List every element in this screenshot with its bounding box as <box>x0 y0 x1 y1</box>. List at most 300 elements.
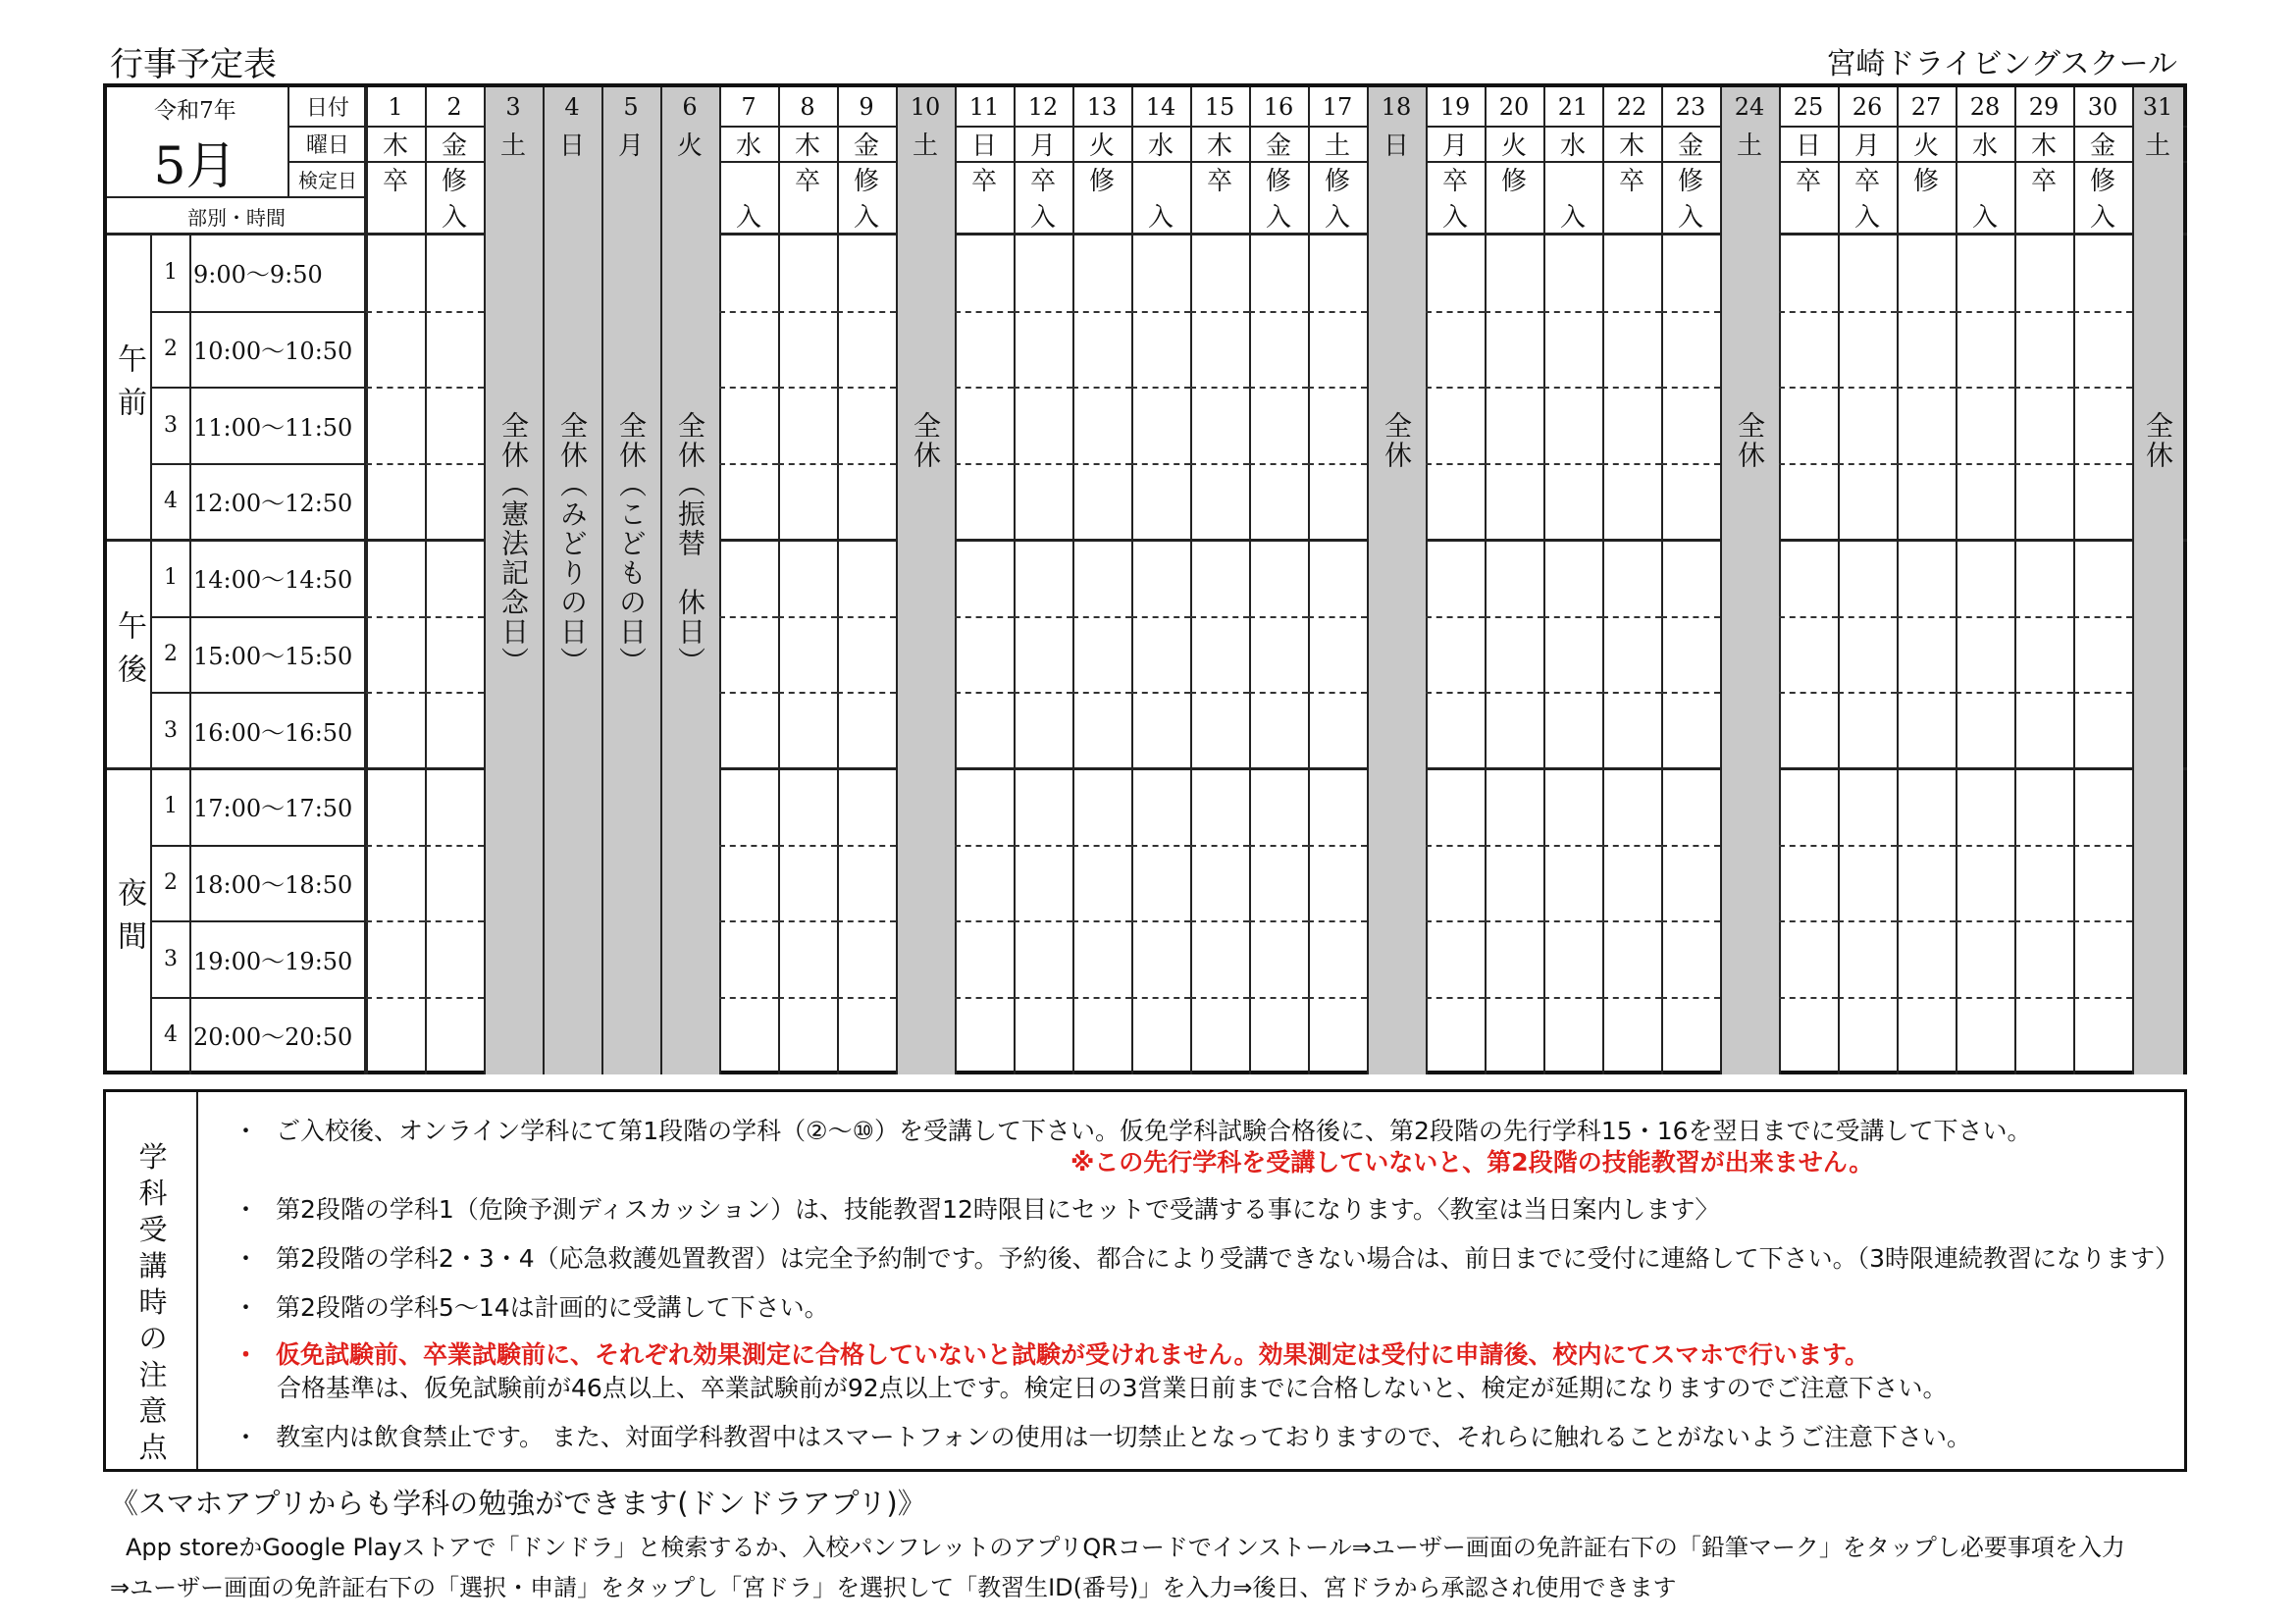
section-divider <box>1543 539 1602 542</box>
day-weekday: 土 <box>1736 131 1762 161</box>
period-divider <box>1072 311 1131 313</box>
period-divider <box>837 463 896 465</box>
section-divider <box>2014 539 2073 542</box>
section-divider <box>1014 539 1072 542</box>
section-divider <box>425 767 484 770</box>
exam-mark-1 <box>719 161 778 196</box>
period-divider <box>1485 463 1543 465</box>
exam-mark-2: 入 <box>1971 202 1998 233</box>
day-weekday: 木 <box>2030 131 2057 161</box>
exam-mark-1: 修 <box>853 166 879 196</box>
period-divider <box>1956 997 2014 999</box>
period-time: 17:00～17:50 <box>193 795 353 823</box>
exam-mark-1 <box>1367 161 1426 196</box>
period-divider <box>955 311 1014 313</box>
period-divider <box>1249 387 1308 389</box>
period-number: 3 <box>164 717 178 743</box>
day-number: 23 <box>1675 92 1706 121</box>
period-divider <box>1838 311 1897 313</box>
period-divider <box>719 311 778 313</box>
exam-mark-1 <box>1720 161 1779 196</box>
day-number: 8 <box>800 92 815 121</box>
period-divider <box>778 920 837 922</box>
period-divider <box>778 845 837 847</box>
day-number: 7 <box>741 92 757 121</box>
period-divider <box>837 845 896 847</box>
period-divider <box>1897 920 1956 922</box>
exam-mark-1: 修 <box>1324 166 1350 196</box>
divider <box>150 387 366 389</box>
note-item-5-warning <box>234 1335 1869 1371</box>
day-weekday: 木 <box>382 131 408 161</box>
period-divider <box>1426 845 1485 847</box>
period-divider <box>1131 387 1190 389</box>
section-divider <box>1779 539 1838 542</box>
period-divider <box>1602 692 1661 694</box>
period-divider <box>1543 463 1602 465</box>
period-divider <box>2014 692 2073 694</box>
period-divider <box>1543 845 1602 847</box>
exam-mark-2: 入 <box>1147 202 1174 233</box>
period-divider <box>425 692 484 694</box>
period-divider <box>1661 463 1720 465</box>
period-divider <box>2073 845 2132 847</box>
app-line-1: App storeかGoogle Playストアで「ドンドラ」と検索するか、入校パンフレットのアプリQRコードでインストール⇒ユーザー画面の免許証右下の「鉛筆マーク」をタップし必要事項を入力 <box>126 1534 2125 1561</box>
day-weekday: 月 <box>1441 131 1468 161</box>
section-divider <box>2073 539 2132 542</box>
day-number: 24 <box>1734 92 1765 121</box>
period-divider <box>1779 463 1838 465</box>
day-number: 13 <box>1086 92 1118 121</box>
period-divider <box>1131 997 1190 999</box>
period-divider <box>1897 616 1956 618</box>
note-item-2 <box>234 1190 1719 1226</box>
day-number: 29 <box>2028 92 2060 121</box>
period-divider <box>1602 616 1661 618</box>
period-divider <box>837 920 896 922</box>
period-divider <box>2073 920 2132 922</box>
period-divider <box>366 692 425 694</box>
exam-mark-1: 卒 <box>794 166 820 196</box>
day-number: 14 <box>1145 92 1176 121</box>
period-divider <box>1014 311 1072 313</box>
divider <box>287 161 366 163</box>
period-divider <box>366 920 425 922</box>
period-divider <box>1014 387 1072 389</box>
day-weekday: 木 <box>794 131 820 161</box>
divider <box>287 87 289 196</box>
exam-mark-1: 修 <box>441 166 467 196</box>
divider <box>2073 87 2075 1074</box>
period-divider <box>1661 920 1720 922</box>
day-weekday: 日 <box>1383 131 1409 161</box>
day-weekday: 木 <box>1618 131 1644 161</box>
schedule-table <box>103 83 2187 1074</box>
day-weekday: 木 <box>1206 131 1232 161</box>
period-divider <box>1014 616 1072 618</box>
holiday-note: 全休（こどもの日） <box>615 411 648 676</box>
exam-mark-1: 卒 <box>1206 166 1232 196</box>
exam-mark-2 <box>1602 197 1661 233</box>
period-divider <box>366 997 425 999</box>
period-divider <box>1072 692 1131 694</box>
period-divider <box>1485 616 1543 618</box>
period-divider <box>837 311 896 313</box>
period-divider <box>2073 692 2132 694</box>
exam-mark-2 <box>543 197 601 233</box>
day-number: 2 <box>446 92 462 121</box>
exam-mark-1 <box>896 161 955 196</box>
section-divider <box>1072 767 1131 770</box>
bullet: ・ <box>234 1117 259 1145</box>
exam-mark-2 <box>1779 197 1838 233</box>
note-text: ご入校後、オンライン学科にて第1段階の学科（②～⑩）を受講して下さい。仮免学科試験合格後に、第2段階の先行学科15・16を翌日までに受講して下さい。 <box>276 1117 2032 1145</box>
period-divider <box>2014 845 2073 847</box>
section-time-label: 部別・時間 <box>187 205 286 230</box>
period-divider <box>955 463 1014 465</box>
section-divider <box>778 767 837 770</box>
exam-mark-2 <box>1367 197 1426 233</box>
section-divider <box>1838 539 1897 542</box>
period-divider <box>2014 920 2073 922</box>
divider <box>1602 87 1604 1074</box>
divider <box>1485 87 1487 1074</box>
period-divider <box>719 387 778 389</box>
period-divider <box>1543 616 1602 618</box>
period-divider <box>1190 387 1249 389</box>
notes-box <box>103 1089 2187 1472</box>
section-divider <box>1308 767 1367 770</box>
day-weekday: 土 <box>499 131 526 161</box>
divider <box>1838 87 1840 1074</box>
period-divider <box>1426 997 1485 999</box>
app-info <box>110 1482 2125 1602</box>
period-divider <box>1249 311 1308 313</box>
period-time: 10:00～10:50 <box>193 338 353 366</box>
period-divider <box>1779 692 1838 694</box>
period-divider <box>1956 387 2014 389</box>
period-divider <box>1897 845 1956 847</box>
period-divider <box>1131 920 1190 922</box>
period-divider <box>1249 845 1308 847</box>
exam-mark-1: 修 <box>1677 166 1703 196</box>
exam-mark-1: 卒 <box>1618 166 1644 196</box>
period-time: 11:00～11:50 <box>193 413 353 442</box>
period-divider <box>1014 920 1072 922</box>
exam-mark-1: 卒 <box>970 166 997 196</box>
period-divider <box>955 387 1014 389</box>
period-divider <box>1190 692 1249 694</box>
divider <box>1308 87 1310 1074</box>
holiday-note: 全休 <box>1734 411 1766 470</box>
divider <box>1190 87 1192 1074</box>
period-divider <box>1543 692 1602 694</box>
exam-mark-1 <box>543 161 601 196</box>
period-divider <box>366 463 425 465</box>
period-divider <box>1072 387 1131 389</box>
period-divider <box>1190 997 1249 999</box>
period-divider <box>1838 920 1897 922</box>
period-divider <box>778 997 837 999</box>
period-divider <box>1426 920 1485 922</box>
exam-mark-1 <box>1956 161 2014 196</box>
period-divider <box>837 692 896 694</box>
exam-mark-1 <box>484 161 543 196</box>
exam-mark-1 <box>660 161 719 196</box>
day-weekday: 火 <box>1088 131 1115 161</box>
school-name: 宮崎ドライビングスクール <box>1826 47 2177 81</box>
exam-mark-2 <box>1485 197 1543 233</box>
day-weekday: 火 <box>1500 131 1527 161</box>
period-divider <box>425 387 484 389</box>
divider <box>955 87 957 1074</box>
period-divider <box>955 997 1014 999</box>
period-divider <box>719 845 778 847</box>
divider <box>150 997 366 999</box>
day-weekday: 金 <box>1265 131 1291 161</box>
divider <box>150 616 366 618</box>
exam-mark-2: 入 <box>1677 202 1703 233</box>
exam-mark-2 <box>366 197 425 233</box>
period-divider <box>2073 616 2132 618</box>
divider <box>1897 87 1899 1074</box>
exam-mark-2: 入 <box>735 202 761 233</box>
divider <box>366 87 368 1074</box>
period-number: 3 <box>164 412 178 438</box>
divider <box>1131 87 1133 1074</box>
day-weekday: 土 <box>912 131 938 161</box>
holiday-note: 全休（振替 休日） <box>674 411 706 676</box>
note-text: 第2段階の学科1（危険予測ディスカッション）は、技能教習12時限目にセットで受講する事になります。〈教室は当日案内します〉 <box>276 1195 1720 1224</box>
period-time: 14:00～14:50 <box>193 566 353 595</box>
day-number: 10 <box>910 92 941 121</box>
divider <box>1249 87 1251 1074</box>
day-weekday: 水 <box>1971 131 1998 161</box>
section-divider <box>1838 767 1897 770</box>
day-number: 25 <box>1793 92 1824 121</box>
day-number: 11 <box>968 92 1000 121</box>
app-line-2: ⇒ユーザー画面の免許証右下の「選択・申請」をタップし「宮ドラ」を選択して「教習生ID(番号)」を入力⇒後日、宮ドラから承認され使用できます <box>110 1574 1677 1601</box>
exam-mark-1: 卒 <box>1441 166 1468 196</box>
period-divider <box>1249 616 1308 618</box>
day-number: 20 <box>1498 92 1530 121</box>
day-number: 16 <box>1263 92 1294 121</box>
note-text: 第2段階の学科5～14は計画的に受講して下さい。 <box>276 1293 829 1322</box>
day-weekday: 水 <box>735 131 761 161</box>
exam-mark-1 <box>1131 161 1190 196</box>
exam-mark-2 <box>1897 197 1956 233</box>
period-time: 16:00～16:50 <box>193 718 353 747</box>
period-divider <box>1426 463 1485 465</box>
exam-mark-2: 入 <box>1029 202 1056 233</box>
period-divider <box>1072 920 1131 922</box>
period-divider <box>2014 997 2073 999</box>
note-item-1 <box>234 1112 2032 1147</box>
period-divider <box>1897 997 1956 999</box>
period-divider <box>1131 845 1190 847</box>
period-number: 3 <box>164 946 178 971</box>
section-divider <box>1956 539 2014 542</box>
period-divider <box>719 920 778 922</box>
period-divider <box>1897 311 1956 313</box>
divider <box>719 87 721 1074</box>
section-divider <box>1014 767 1072 770</box>
period-time: 12:00～12:50 <box>193 490 353 518</box>
section-divider <box>955 767 1014 770</box>
period-divider <box>1072 463 1131 465</box>
period-divider <box>2073 311 2132 313</box>
bullet: ・ <box>234 1195 259 1224</box>
period-divider <box>1308 920 1367 922</box>
period-divider <box>1838 387 1897 389</box>
period-divider <box>1249 463 1308 465</box>
day-number: 26 <box>1852 92 1883 121</box>
exam-mark-2 <box>896 197 955 233</box>
period-divider <box>1779 616 1838 618</box>
period-divider <box>2073 997 2132 999</box>
section-divider <box>719 767 778 770</box>
period-divider <box>719 616 778 618</box>
divider <box>150 692 366 694</box>
period-divider <box>2073 387 2132 389</box>
document-title: 行事予定表 <box>110 45 277 84</box>
period-divider <box>1956 692 2014 694</box>
day-weekday: 金 <box>2089 131 2115 161</box>
period-divider <box>1308 387 1367 389</box>
period-time: 19:00～19:50 <box>193 947 353 975</box>
divider <box>1661 87 1663 1074</box>
period-divider <box>1543 920 1602 922</box>
row-label-weekday: 曜日 <box>305 132 349 158</box>
exam-mark-1 <box>2132 161 2183 196</box>
period-divider <box>1190 463 1249 465</box>
period-divider <box>1543 387 1602 389</box>
period-divider <box>2014 463 2073 465</box>
period-divider <box>1661 387 1720 389</box>
day-number: 15 <box>1204 92 1235 121</box>
section-divider <box>1426 539 1485 542</box>
period-divider <box>778 616 837 618</box>
period-divider <box>1838 692 1897 694</box>
period-divider <box>778 692 837 694</box>
exam-mark-2 <box>778 197 837 233</box>
exam-mark-2: 入 <box>2089 202 2115 233</box>
section-divider <box>1131 767 1190 770</box>
period-divider <box>1190 920 1249 922</box>
period-divider <box>1426 311 1485 313</box>
period-divider <box>719 692 778 694</box>
exam-mark-1: 修 <box>2089 166 2115 196</box>
month-label: 5月 <box>153 136 237 196</box>
period-divider <box>1014 463 1072 465</box>
period-divider <box>425 845 484 847</box>
bullet: ・ <box>234 1423 259 1451</box>
holiday-note: 全休 <box>910 411 942 470</box>
period-divider <box>1779 920 1838 922</box>
section-divider <box>1131 539 1190 542</box>
day-number: 19 <box>1439 92 1471 121</box>
period-number: 4 <box>164 1022 178 1048</box>
holiday-note: 全休（憲法記念日） <box>497 411 530 676</box>
period-number: 2 <box>164 869 178 895</box>
day-weekday: 火 <box>676 131 703 161</box>
period-divider <box>1308 616 1367 618</box>
exam-mark-1: 卒 <box>1795 166 1821 196</box>
notes-label: 学科受講時の注意点 <box>138 1140 168 1464</box>
period-divider <box>1426 387 1485 389</box>
day-number: 31 <box>2142 92 2173 121</box>
period-divider <box>719 997 778 999</box>
period-divider <box>1072 845 1131 847</box>
divider <box>150 311 366 313</box>
period-divider <box>1308 845 1367 847</box>
exam-mark-2: 入 <box>1441 202 1468 233</box>
section-divider <box>366 539 425 542</box>
period-divider <box>1249 692 1308 694</box>
period-divider <box>1661 997 1720 999</box>
period-divider <box>2014 616 2073 618</box>
section-divider <box>1190 539 1249 542</box>
day-number: 5 <box>623 92 639 121</box>
section-divider <box>1485 539 1543 542</box>
day-number: 18 <box>1381 92 1412 121</box>
period-divider <box>1485 311 1543 313</box>
divider <box>837 87 839 1074</box>
period-divider <box>1485 845 1543 847</box>
period-divider <box>1956 311 2014 313</box>
section-divider <box>1897 767 1956 770</box>
section-label: 夜間 <box>112 877 146 965</box>
section-divider <box>778 539 837 542</box>
period-divider <box>837 616 896 618</box>
divider <box>1072 87 1074 1074</box>
divider <box>1779 87 1781 1074</box>
note-item-1-warning: ※この先行学科を受講していないと、第2段階の技能教習が出来ません。 <box>1070 1148 1874 1177</box>
period-divider <box>1131 692 1190 694</box>
period-number: 1 <box>164 565 178 591</box>
divider <box>425 87 427 1074</box>
exam-mark-1: 修 <box>1265 166 1291 196</box>
holiday-note: 全休 <box>2142 411 2174 470</box>
divider <box>287 126 366 128</box>
period-divider <box>1131 463 1190 465</box>
note-item-6 <box>234 1418 1971 1453</box>
day-weekday: 水 <box>1559 131 1586 161</box>
period-divider <box>1014 845 1072 847</box>
period-divider <box>1190 311 1249 313</box>
exam-mark-1: 卒 <box>382 166 408 196</box>
exam-mark-2: 入 <box>441 202 467 233</box>
period-divider <box>1602 920 1661 922</box>
period-time: 9:00～9:50 <box>193 261 323 289</box>
exam-mark-2 <box>2132 197 2183 233</box>
period-divider <box>425 616 484 618</box>
period-number: 2 <box>164 641 178 666</box>
period-divider <box>1838 997 1897 999</box>
day-number: 3 <box>505 92 521 121</box>
row-label-date: 日付 <box>305 96 349 121</box>
section-divider <box>837 767 896 770</box>
section-divider <box>1190 767 1249 770</box>
period-divider <box>1779 311 1838 313</box>
exam-mark-2: 入 <box>1265 202 1291 233</box>
section-divider <box>2073 767 2132 770</box>
day-number: 22 <box>1616 92 1647 121</box>
day-number: 1 <box>388 92 403 121</box>
day-number: 4 <box>564 92 580 121</box>
period-divider <box>1543 997 1602 999</box>
section-label: 午前 <box>112 343 146 431</box>
